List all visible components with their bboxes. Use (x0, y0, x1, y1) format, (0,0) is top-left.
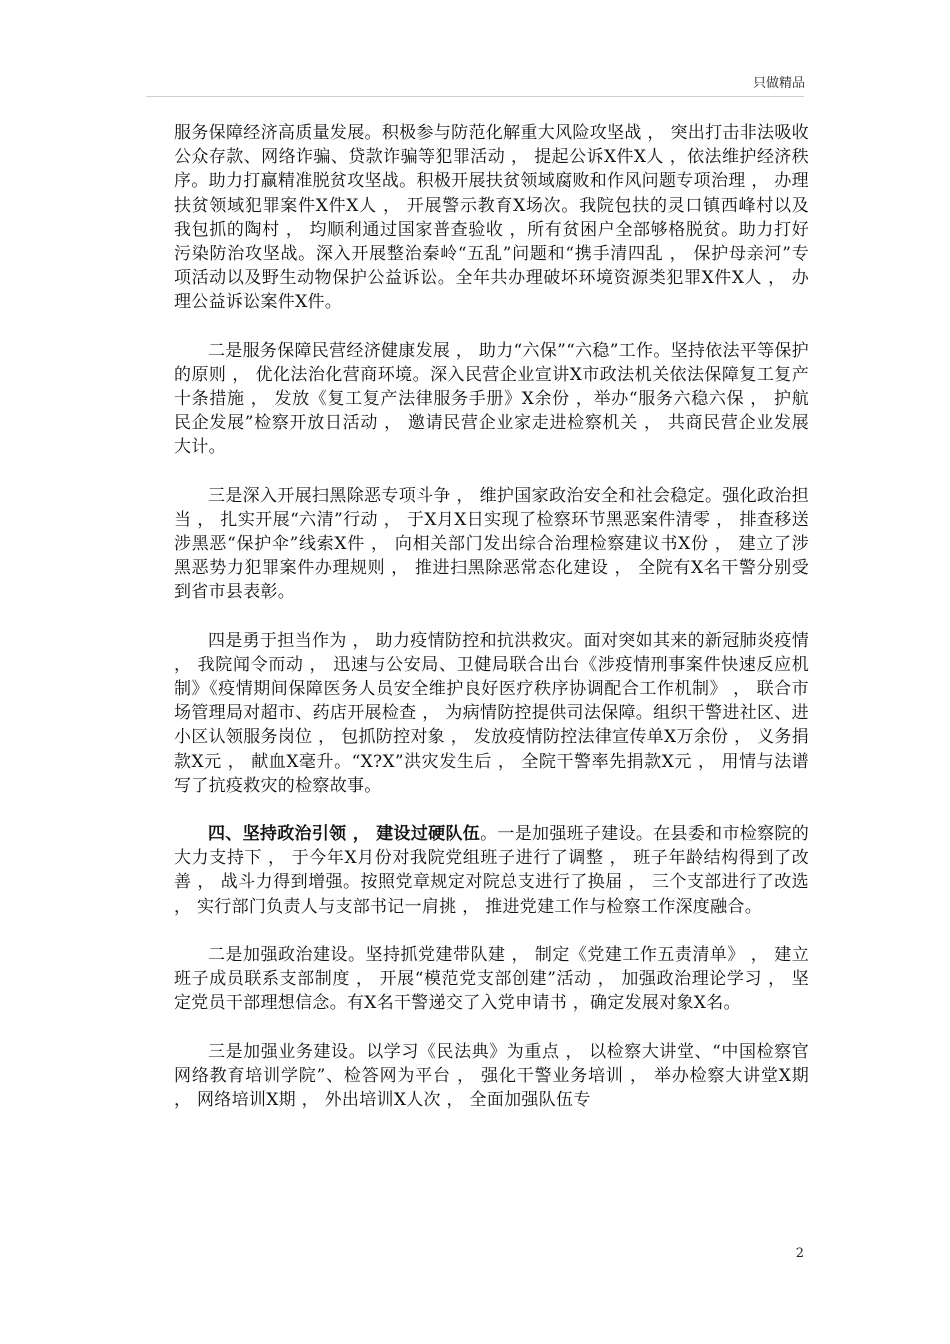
paragraph: 二是加强政治建设。坚持抓党建带队建 ， 制定《党建工作五责清单》 ， 建立班子成员联系支部制度 ， 开展“模范党支部创建”活动 ， 加强政治理论学习 ， 坚定党员干部理想信念。有X名干警递交了入党申请书 ，确定发展对象X名。 (174, 944, 809, 1014)
paragraph: 三是加强业务建设。以学习《民法典》为重点 ， 以检察大讲堂、“中国检察官网络教育培训学院”、检答网为平台 ， 强化干警业务培训 ， 举办检察大讲堂X期 ， 网络培训X期 ， 外出培训X人次 ， 全面加强队伍专 (174, 1041, 809, 1110)
page-number: 2 (795, 1246, 804, 1261)
paragraph: 服务保障经济高质量发展。积极参与防范化解重大风险攻坚战 ， 突出打击非法吸收公众存款、网络诈骗、贷款诈骗等犯罪活动 ， 提起公诉X件X人 ，依法维护经济秩序。助力打赢精准脱贫攻坚战。积极开展扶贫领域腐败和作风问题专项治理 ， 办理扶贫领域犯罪案件X件X人 ， 开展警示教育X场次。我院包扶的灵口镇西峰村以及我包抓的陶村 ， 均顺利通过国家普查验收 ，所有贫困户全部够格脱贫。助力打好污染防治攻坚战。深入开展整治秦岭“五乱”问题和“携手清四乱 ， 保护母亲河”专项活动以及野生动物保护公益诉讼。全年共办理破坏环境资源类犯罪X件X人 ， 办理公益诉讼案件X件。 (174, 123, 809, 313)
paragraph: 二是服务保障民营经济健康发展 ， 助力“六保”“六稳”工作。坚持依法平等保护的原则 ， 优化法治化营商环境。深入民营企业宣讲X市政法机关依法保障复工复产十条措施 ， 发放《复工复产法律服务手册》X余份 ，举办“服务六稳六保 ， 护航民企发展”检察开放日活动 ， 邀请民营企业家走进检察机关 ， 共商民营企业发展大计。 (174, 340, 809, 458)
section-heading: 四、坚持政治引领 ， 建设过硬队伍 (208, 824, 481, 845)
paragraph: 三是深入开展扫黑除恶专项斗争 ， 维护国家政治安全和社会稳定。强化政治担当 ， 扎实开展“六清”行动 ， 于X月X日实现了检察环节黑恶案件清零 ， 排查移送涉黑恶“保护伞”线索X件 ， 向相关部门发出综合治理检察建议书X份 ， 建立了涉黑恶势力犯罪案件办理规则 ， 推进扫黑除恶常态化建设 ， 全院有X名干警分别受到省市县表彰。 (174, 485, 809, 603)
section-heading-paragraph (174, 822, 809, 919)
paragraph-text: 。一是加强班子建设。在县委和市检察院的大力支持下 ， 于今年X月份对我院党组班子进行了调整 ， 班子年龄结构得到了改善 ， 战斗力得到增强。按照党章规定对院总支进行了换届 ， 三个支部进行了改选 ， 实行部门负责人与支部书记一肩挑 ， 推进党建工作与检察工作深度融合。 (174, 824, 810, 917)
header-divider (146, 96, 804, 97)
header-text: 只做精品 (752, 76, 805, 91)
paragraph: 四是勇于担当作为 ， 助力疫情防控和抗洪救灾。面对突如其来的新冠肺炎疫情 ， 我院闻令而动 ， 迅速与公安局、卫健局联合出台《涉疫情刑事案件快速反应机制》《疫情期间保障医务人员安全维护良好医疗秩序协调配合工作机制》 ， 联合市场管理局对超市、药店开展检查 ， 为病情防控提供司法保障。组织干警进社区、进小区认领服务岗位 ， 包抓防控对象 ， 发放疫情防控法律宣传单X万余份 ， 义务捐款X元 ， 献血X毫升。“X?X”洪灾发生后 ， 全院干警率先捐款X元 ， 用情与法谱写了抗疫救灾的检察故事。 (174, 630, 809, 796)
document-body (174, 121, 809, 1136)
